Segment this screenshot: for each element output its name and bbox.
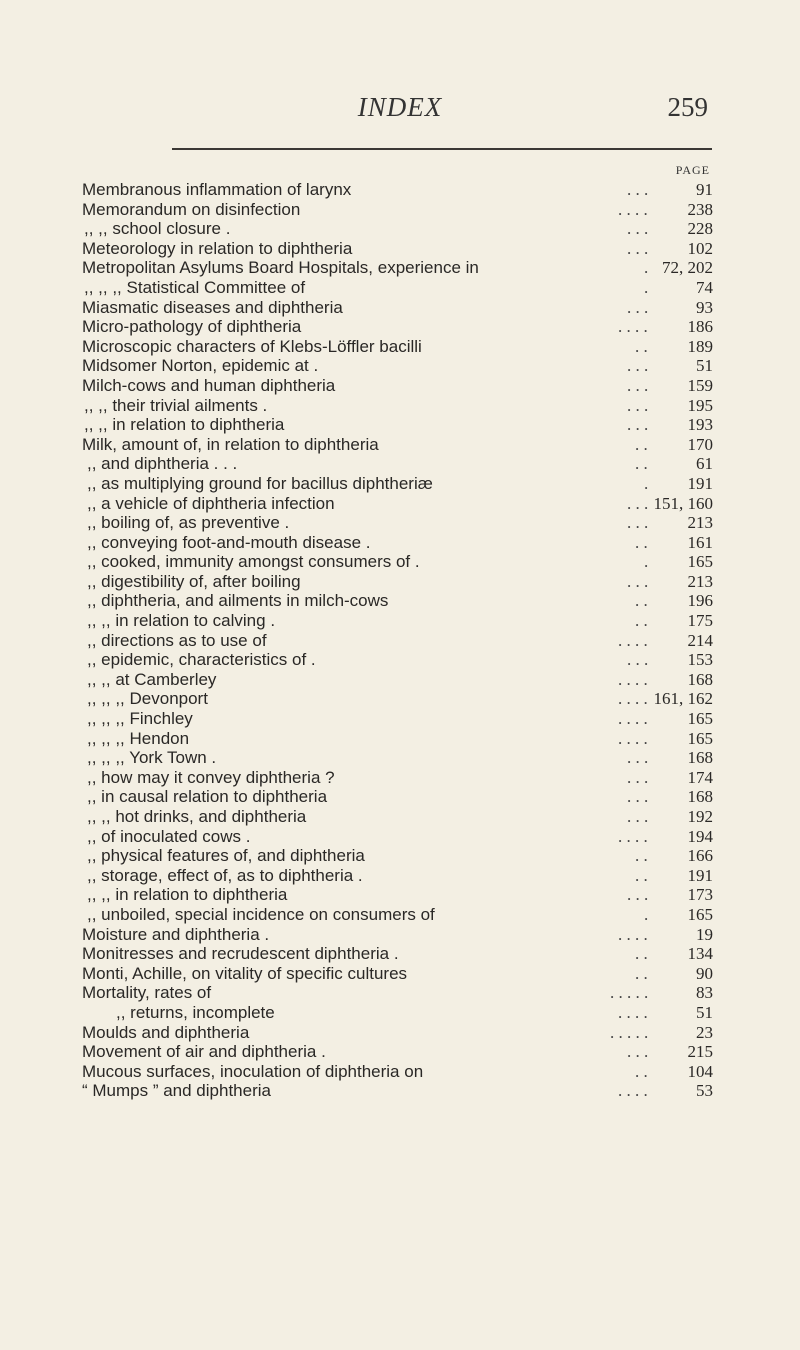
entry-text: Membranous inflammation of larynx xyxy=(82,180,352,199)
entry-leader-dots: . xyxy=(644,258,649,278)
index-entry xyxy=(0,435,800,455)
entry-text: ,, ,, in relation to diphtheria xyxy=(84,415,285,435)
entry-text: ,, ,, ,, York Town . xyxy=(87,748,217,768)
entry-page-reference: 193 xyxy=(687,415,713,435)
page-number: 259 xyxy=(667,92,708,122)
entry-leader-dots: . . . xyxy=(627,787,649,807)
entry-text: Miasmatic diseases and diphtheria xyxy=(82,297,343,317)
entry-leader-dots: . . . xyxy=(627,767,649,787)
index-entry xyxy=(0,591,800,611)
index-entry xyxy=(0,964,800,984)
entry-leader-dots: . . . xyxy=(627,180,649,199)
entry-text: “ Mumps ” and diphtheria xyxy=(82,1081,271,1101)
entry-text: ,, storage, effect of, as to diphtheria . xyxy=(87,865,363,885)
index-entry xyxy=(0,219,800,239)
entry-leader-dots: . . . . xyxy=(618,709,648,729)
entry-page-reference: 19 xyxy=(696,924,713,944)
index-entry xyxy=(0,1023,800,1043)
entry-page-reference: 91 xyxy=(696,180,713,199)
entry-leader-dots: . . xyxy=(635,963,648,983)
entry-text: Milk, amount of, in relation to diphtheria xyxy=(82,434,379,454)
entry-text: ,, unboiled, special incidence on consumers of xyxy=(87,904,435,924)
entry-text: ,, boiling of, as preventive . xyxy=(87,513,290,533)
entry-page-reference: 83 xyxy=(696,983,713,1003)
entry-leader-dots: . . . xyxy=(627,571,649,591)
index-entry xyxy=(0,1062,800,1082)
entry-text: ,, ,, ,, Finchley xyxy=(87,709,193,729)
entry-page-reference: 195 xyxy=(687,395,713,415)
index-entry xyxy=(0,846,800,866)
entry-page-reference: 189 xyxy=(687,336,713,356)
index-entry xyxy=(0,709,800,729)
entry-page-reference: 214 xyxy=(687,630,713,650)
entry-leader-dots: . . . xyxy=(627,513,649,533)
entry-leader-dots: . xyxy=(644,904,649,924)
entry-leader-dots: . . xyxy=(635,846,648,866)
entry-text: ,, cooked, immunity amongst consumers of . xyxy=(87,552,420,572)
entry-page-reference: 151, 160 xyxy=(653,493,713,513)
entry-page-reference: 165 xyxy=(687,709,713,729)
index-entry xyxy=(0,1042,800,1062)
running-head xyxy=(0,92,800,132)
header-rule xyxy=(172,148,712,150)
entry-text: Monti, Achille, on vitality of specific cultures xyxy=(82,963,408,983)
entry-page-reference: 72, 202 xyxy=(662,258,713,278)
entry-leader-dots: . . . xyxy=(627,748,649,768)
page-column-label: PAGE xyxy=(675,163,710,177)
entry-text: Movement of air and diphtheria . xyxy=(82,1042,326,1062)
index-entry xyxy=(0,474,800,494)
index-entry xyxy=(0,494,800,514)
index-entry xyxy=(0,631,800,651)
index-entry xyxy=(0,670,800,690)
entry-text: Monitresses and recrudescent diphtheria . xyxy=(82,944,399,964)
entry-leader-dots: . . . xyxy=(627,297,649,317)
entry-text: ,, in causal relation to diphtheria xyxy=(87,787,328,807)
entry-page-reference: 159 xyxy=(687,375,713,395)
entry-text: Metropolitan Asylums Board Hospitals, experience in xyxy=(82,258,479,278)
entry-page-reference: 23 xyxy=(696,1022,713,1042)
page-title: INDEX xyxy=(357,92,443,122)
entry-leader-dots: . . xyxy=(635,336,648,356)
index-entry xyxy=(0,905,800,925)
entry-page-reference: 161, 162 xyxy=(653,689,713,709)
index-entry xyxy=(0,572,800,592)
index-entry xyxy=(0,376,800,396)
entry-page-reference: 51 xyxy=(696,356,713,376)
entry-text: ,, conveying foot-and-mouth disease . xyxy=(87,532,371,552)
entry-leader-dots: . . . xyxy=(627,885,649,905)
entry-leader-dots: . . . xyxy=(627,415,649,435)
entry-page-reference: 174 xyxy=(687,767,713,787)
entry-text: Milch-cows and human diphtheria xyxy=(82,375,336,395)
entry-text: Mortality, rates of xyxy=(82,983,212,1003)
entry-leader-dots: . . . . xyxy=(618,317,648,337)
entry-text: ,, of inoculated cows . xyxy=(87,826,251,846)
entry-page-reference: 168 xyxy=(687,787,713,807)
entry-leader-dots: . . . . xyxy=(618,630,648,650)
entry-leader-dots: . . . . xyxy=(618,1081,648,1101)
entry-text: ,, diphtheria, and ailments in milch-cows xyxy=(87,591,389,611)
index-entries xyxy=(0,180,800,1101)
entry-page-reference: 175 xyxy=(687,611,713,631)
entry-leader-dots: . . xyxy=(635,454,648,474)
entry-page-reference: 74 xyxy=(696,277,713,297)
entry-leader-dots: . . . . xyxy=(618,728,648,748)
index-entry xyxy=(0,748,800,768)
entry-page-reference: 102 xyxy=(687,238,713,258)
index-entry xyxy=(0,396,800,416)
entry-page-reference: 196 xyxy=(687,591,713,611)
index-entry xyxy=(0,827,800,847)
entry-text: Meteorology in relation to diphtheria xyxy=(82,238,353,258)
index-entry xyxy=(0,611,800,631)
entry-text: ,, ,, their trivial ailments . xyxy=(84,395,268,415)
entry-leader-dots: . . xyxy=(635,1061,648,1081)
entry-text: Moulds and diphtheria xyxy=(82,1022,250,1042)
entry-leader-dots: . . . . . xyxy=(610,1022,649,1042)
index-entry xyxy=(0,533,800,553)
entry-text: ,, directions as to use of xyxy=(87,630,267,650)
entry-page-reference: 165 xyxy=(687,728,713,748)
index-entry xyxy=(0,866,800,886)
entry-page-reference: 213 xyxy=(687,571,713,591)
entry-text: ,, ,, ,, Devonport xyxy=(87,689,208,709)
index-entry xyxy=(0,200,800,220)
index-entry xyxy=(0,689,800,709)
entry-leader-dots: . . . xyxy=(627,493,649,513)
entry-page-reference: 194 xyxy=(687,826,713,846)
entry-page-reference: 165 xyxy=(687,904,713,924)
entry-text: ,, ,, ,, Hendon xyxy=(87,728,190,748)
entry-leader-dots: . . . xyxy=(627,356,649,376)
entry-page-reference: 191 xyxy=(687,473,713,493)
entry-text: Microscopic characters of Klebs-Löffler bacilli xyxy=(82,336,422,356)
entry-text: ,, a vehicle of diphtheria infection xyxy=(87,493,335,513)
entry-text: ,, digestibility of, after boiling xyxy=(87,571,301,591)
entry-text: ,, ,, in relation to diphtheria xyxy=(87,885,288,905)
entry-page-reference: 191 xyxy=(687,865,713,885)
entry-text: ,, ,, hot drinks, and diphtheria xyxy=(87,807,307,826)
index-entry xyxy=(0,787,800,807)
entry-text: Midsomer Norton, epidemic at . xyxy=(82,356,319,376)
entry-text: ,, ,, ,, Statistical Committee of xyxy=(84,277,306,297)
entry-leader-dots: . . xyxy=(635,434,648,454)
entry-page-reference: 238 xyxy=(687,199,713,219)
entry-leader-dots: . . . xyxy=(627,1042,649,1062)
entry-leader-dots: . . xyxy=(635,532,648,552)
entry-text: ,, epidemic, characteristics of . xyxy=(87,650,316,670)
entry-leader-dots: . . xyxy=(635,865,648,885)
index-entry xyxy=(0,415,800,435)
entry-leader-dots: . . . xyxy=(627,238,649,258)
entry-leader-dots: . . . xyxy=(627,219,649,239)
index-entry xyxy=(0,552,800,572)
index-entry xyxy=(0,454,800,474)
entry-page-reference: 168 xyxy=(687,669,713,689)
entry-page-reference: 173 xyxy=(687,885,713,905)
entry-text: ,, ,, in relation to calving . xyxy=(87,611,276,631)
entry-page-reference: 166 xyxy=(687,846,713,866)
entry-page-reference: 90 xyxy=(696,963,713,983)
index-entry xyxy=(0,317,800,337)
index-entry xyxy=(0,356,800,376)
entry-leader-dots: . . . . xyxy=(618,689,648,709)
index-entry xyxy=(0,337,800,357)
entry-page-reference: 153 xyxy=(687,650,713,670)
entry-text: ,, returns, incomplete xyxy=(116,1002,275,1022)
index-entry xyxy=(0,650,800,670)
entry-text: Memorandum on disinfection xyxy=(82,199,301,219)
entry-text: Moisture and diphtheria . xyxy=(82,924,270,944)
entry-page-reference: 228 xyxy=(687,219,713,239)
index-entry xyxy=(0,944,800,964)
index-entry xyxy=(0,1081,800,1101)
entry-page-reference: 93 xyxy=(696,297,713,317)
index-entry xyxy=(0,513,800,533)
index-entry xyxy=(0,807,800,827)
entry-text: ,, how may it convey diphtheria ? xyxy=(87,767,335,787)
index-entry xyxy=(0,768,800,788)
index-entry xyxy=(0,885,800,905)
entry-page-reference: 134 xyxy=(687,944,713,964)
entry-text: ,, ,, school closure . xyxy=(84,219,231,239)
entry-leader-dots: . . . xyxy=(627,395,649,415)
entry-leader-dots: . . xyxy=(635,611,648,631)
entry-leader-dots: . . . . . xyxy=(610,983,649,1003)
entry-page-reference: 165 xyxy=(687,552,713,572)
entry-leader-dots: . xyxy=(644,473,649,493)
entry-leader-dots: . . . . xyxy=(618,826,648,846)
entry-text: Mucous surfaces, inoculation of diphtheria on xyxy=(82,1061,424,1081)
entry-text: ,, and diphtheria . . . xyxy=(87,454,238,474)
entry-leader-dots: . . . xyxy=(627,807,649,826)
entry-leader-dots: . . . . xyxy=(618,199,648,219)
entry-leader-dots: . . . . xyxy=(618,1002,648,1022)
index-entry xyxy=(0,983,800,1003)
index-entry xyxy=(0,729,800,749)
index-entry xyxy=(0,258,800,278)
index-entry xyxy=(0,925,800,945)
entry-page-reference: 53 xyxy=(696,1081,713,1101)
index-entry xyxy=(0,180,800,200)
index-entry xyxy=(0,278,800,298)
index-entry xyxy=(0,298,800,318)
entry-page-reference: 168 xyxy=(687,748,713,768)
entry-page-reference: 192 xyxy=(687,807,713,826)
entry-page-reference: 213 xyxy=(687,513,713,533)
index-entry xyxy=(0,239,800,259)
entry-leader-dots: . xyxy=(644,277,649,297)
entry-leader-dots: . . xyxy=(635,591,648,611)
entry-text: Micro-pathology of diphtheria xyxy=(82,317,302,337)
entry-page-reference: 61 xyxy=(696,454,713,474)
entry-leader-dots: . . . . xyxy=(618,924,648,944)
entry-leader-dots: . xyxy=(644,552,649,572)
entry-leader-dots: . . . xyxy=(627,375,649,395)
entry-text: ,, ,, at Camberley xyxy=(87,669,217,689)
entry-text: ,, physical features of, and diphtheria xyxy=(87,846,365,866)
entry-page-reference: 170 xyxy=(687,434,713,454)
entry-leader-dots: . . xyxy=(635,944,648,964)
entry-text: ,, as multiplying ground for bacillus diphtheriæ xyxy=(87,473,433,493)
entry-page-reference: 51 xyxy=(696,1002,713,1022)
index-entry xyxy=(0,1003,800,1023)
entry-page-reference: 161 xyxy=(687,532,713,552)
entry-page-reference: 104 xyxy=(687,1061,713,1081)
entry-page-reference: 186 xyxy=(687,317,713,337)
entry-leader-dots: . . . . xyxy=(618,669,648,689)
entry-page-reference: 215 xyxy=(687,1042,713,1062)
entry-leader-dots: . . . xyxy=(627,650,649,670)
